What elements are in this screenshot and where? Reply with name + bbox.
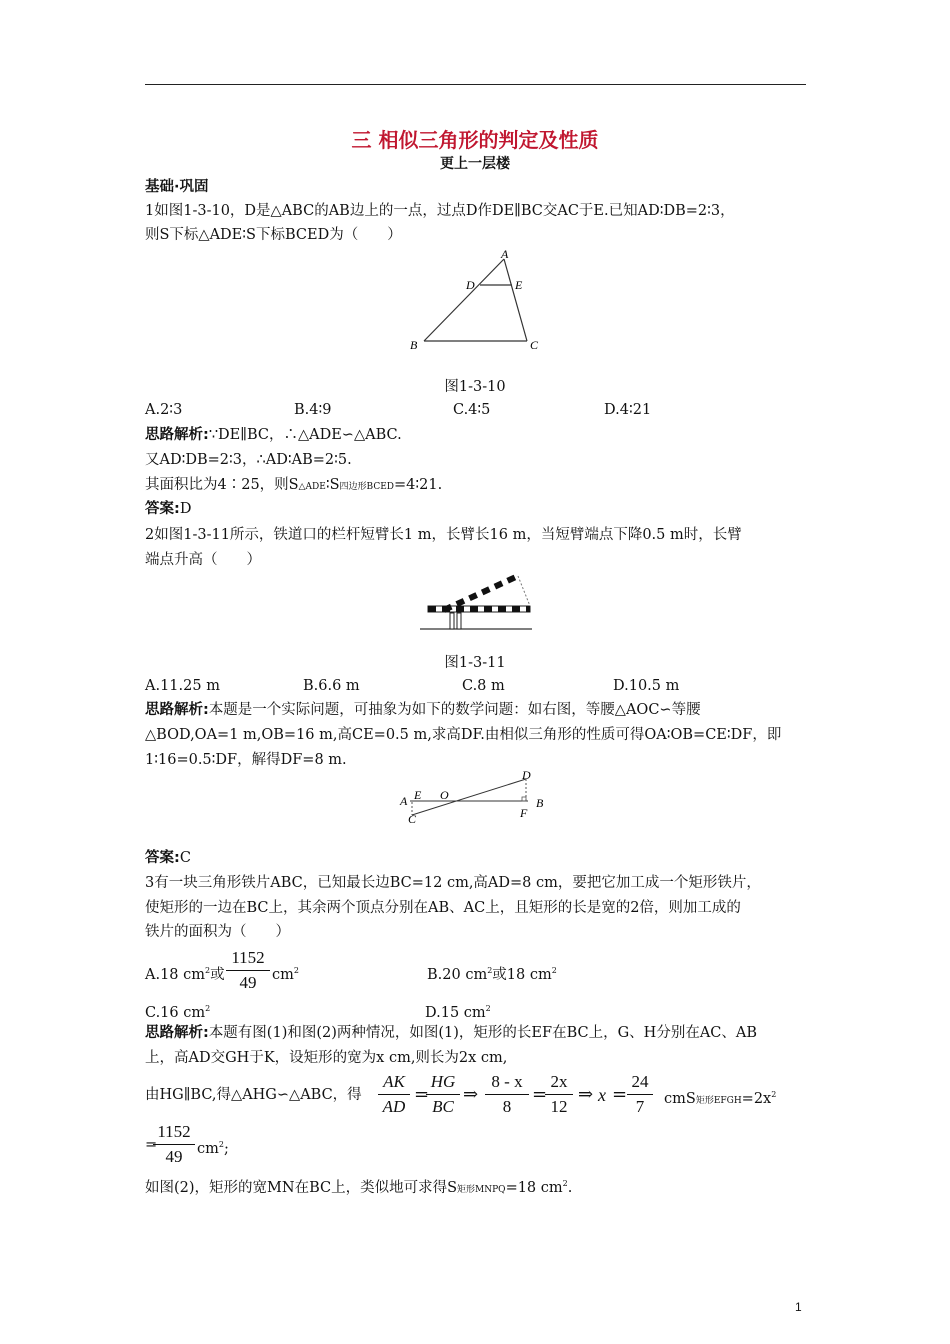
- svg-text:F: F: [520, 806, 528, 820]
- fraction-ak-ad: AK AD: [378, 1070, 410, 1119]
- fraction-1152-over-49: 1152 49: [153, 1120, 195, 1169]
- fraction-8-minus-x-over-8: 8 - x 8: [485, 1070, 529, 1119]
- q1-text-line2: 则S下标△ADE∶S下标BCED为（ ）: [145, 227, 402, 243]
- q3-option-a: A.18 $cm^2$或: [145, 966, 225, 983]
- q3-analysis-line3-tail: cmS矩形$EFGH=2x^2$: [664, 1090, 777, 1107]
- q2-analysis-line2: △BOD,OA=1 m,OB=16 m,高CE=0.5 m,求高DF.由相似三角形的性质可得OA∶OB=CE∶DF，即: [145, 727, 782, 743]
- page-subtitle: 更上一层楼: [440, 156, 510, 172]
- svg-text:E: E: [414, 788, 422, 802]
- equals-sign: =: [532, 1084, 548, 1105]
- equals-sign: =: [414, 1084, 430, 1105]
- figure-triangle-abc: [400, 245, 560, 357]
- q3-text-line2: 使矩形的一边在BC上，其余两个顶点分别在AB、AC上，且矩形的长是宽的2倍，则加工成的: [145, 900, 741, 916]
- q3-analysis-line3: 由HG∥BC,得△AHG∽△ABC，得: [145, 1087, 362, 1103]
- variable-x: x: [598, 1085, 606, 1105]
- svg-text:O: O: [440, 788, 449, 802]
- q1-analysis-line2: 又AD∶DB=2∶3，∴AD∶AB=2∶5.: [145, 452, 352, 468]
- figure-railway-barrier: [418, 570, 534, 634]
- label-a: A: [501, 247, 509, 261]
- q1-option-b: B.4∶9: [294, 402, 332, 418]
- q3-text-line3: 铁片的面积为（ ）: [145, 924, 290, 940]
- q3-text-line1: 3有一块三角形铁片ABC，已知最长边BC=12 cm,高AD=8 cm，要把它加工成一个矩形铁片，: [145, 875, 761, 891]
- label-e: E: [515, 278, 523, 292]
- q1-option-a: A.2∶3: [145, 402, 183, 418]
- svg-text:A: A: [400, 794, 408, 808]
- q2-option-a: A.11.25 m: [145, 678, 220, 694]
- q3-analysis-line1: 思路解析:本题有图(1)和图(2)两种情况，如图(1)，矩形的长EF在BC上，G、H分别在AC、AB: [145, 1025, 758, 1041]
- q3-option-a-unit: $cm^2$: [272, 966, 299, 983]
- q3-option-d: D.15 $cm^2$: [425, 1004, 491, 1021]
- implies-arrow: ⇒: [463, 1084, 479, 1105]
- q1-option-d: D.4∶21: [604, 402, 652, 418]
- q3-analysis-line2: 上，高AD交GH于K，设矩形的宽为x cm,则长为2x cm,: [145, 1050, 508, 1066]
- implies-arrow: ⇒: [578, 1084, 594, 1105]
- equals-sign: =: [612, 1084, 628, 1105]
- q2-option-b: B.6.6 m: [303, 678, 360, 694]
- page-title: 三 相似三角形的判定及性质: [351, 128, 599, 152]
- svg-text:D: D: [522, 768, 531, 782]
- header-rule: [145, 84, 806, 85]
- q2-option-c: C.8 m: [462, 678, 505, 694]
- q1-answer: 答案:D: [145, 501, 192, 517]
- q3-option-a-fraction: 1152 49: [226, 946, 270, 995]
- q2-analysis-line1: 思路解析:本题是一个实际问题，可抽象为如下的数学问题：如右图，等腰△AOC∽等腰: [145, 702, 701, 718]
- q1-option-c: C.4∶5: [453, 402, 491, 418]
- page-number: 1: [795, 1300, 802, 1314]
- svg-text:C: C: [408, 812, 417, 826]
- q3-option-b: B.20 $cm^2$或18 $cm^2$: [427, 966, 557, 983]
- fraction-hg-bc: HG BC: [426, 1070, 460, 1119]
- q2-text-line2: 端点升高（ ）: [145, 552, 261, 568]
- q1-analysis-line3: 其面积比为4∶25，则S△ADE∶S四边形BCED=4∶21.: [145, 477, 443, 493]
- label-d: D: [466, 278, 475, 292]
- figure-caption-1-3-10: 图1-3-10: [444, 379, 506, 395]
- q3-analysis-line4-eq: =: [145, 1137, 158, 1153]
- q1-text-line1: 1如图1-3-10，D是△ABC的AB边上的一点，过点D作DE∥BC交AC于E.已知AD∶DB=2∶3，: [145, 203, 735, 219]
- q3-analysis-line5: 如图(2)，矩形的宽MN在BC上，类似地可求得S矩形MNPQ=18 $cm^2$.: [145, 1179, 573, 1196]
- label-c: C: [530, 338, 539, 352]
- label-b: B: [410, 338, 418, 352]
- analysis-label: 思路解析:: [145, 427, 209, 443]
- q2-analysis-line3: 1∶16=0.5∶DF，解得DF=8 m.: [145, 752, 347, 768]
- section-heading: 基础·巩固: [145, 179, 209, 195]
- q3-analysis-line4-unit: $cm^2$;: [197, 1140, 229, 1157]
- figure-caption-1-3-11: 图1-3-11: [444, 655, 506, 671]
- fraction-24-over-7: 24 7: [627, 1070, 653, 1119]
- q3-option-c: C.16 $cm^2$: [145, 1004, 211, 1021]
- q2-text-line1: 2如图1-3-11所示，铁道口的栏杆短臂长1 m，长臂长16 m，当短臂端点下降0.5 m时，长臂: [145, 527, 742, 543]
- figure-similar-triangles: [398, 767, 558, 827]
- fraction-2x-over-12: 2x 12: [545, 1070, 573, 1119]
- q1-analysis-line1: 思路解析:∵DE∥BC，∴△ADE∽△ABC.: [145, 427, 402, 443]
- q2-answer: 答案:C: [145, 850, 191, 866]
- svg-text:B: B: [536, 796, 544, 810]
- q2-option-d: D.10.5 m: [613, 678, 680, 694]
